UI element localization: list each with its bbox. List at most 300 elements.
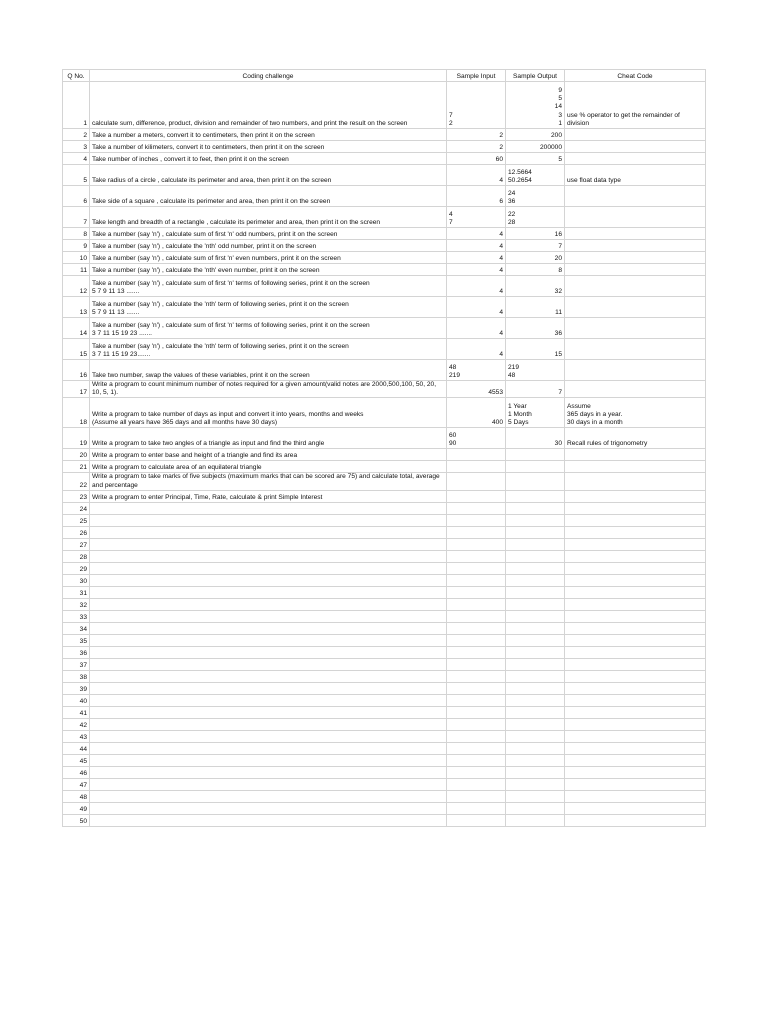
table-row: [63, 165, 706, 186]
table-row: [63, 360, 706, 381]
cheat-code-cell: [565, 207, 706, 228]
sample-output-cell: [506, 598, 565, 610]
qno-cell: 24: [63, 502, 90, 514]
sample-output-cell: 5: [506, 153, 565, 165]
sample-output-cell: 16: [506, 228, 565, 240]
sample-output-cell: 32: [506, 276, 565, 297]
challenge-cell: Take length and breadth of a rectangle , calculate its perimeter and area, then print it on the screen: [90, 207, 447, 228]
table-row: [63, 754, 706, 766]
qno-cell: 6: [63, 186, 90, 207]
sample-output-cell: [506, 730, 565, 742]
table-row: [63, 790, 706, 802]
table-row: [63, 252, 706, 264]
qno-cell: 19: [63, 428, 90, 449]
sample-output-cell: [506, 802, 565, 814]
challenge-cell: calculate sum, difference, product, division and remainder of two numbers, and print the result on the screen: [90, 82, 447, 129]
qno-cell: 3: [63, 141, 90, 153]
sample-output-cell: 8: [506, 264, 565, 276]
table-row: [63, 240, 706, 252]
sample-output-cell: 9 5 14 3 1: [506, 82, 565, 129]
cheat-code-cell: [565, 742, 706, 754]
sample-output-cell: 1 Year 1 Month 5 Days: [506, 398, 565, 428]
sample-output-cell: 200000: [506, 141, 565, 153]
sample-input-cell: [447, 550, 506, 562]
cheat-code-cell: [565, 694, 706, 706]
cheat-code-cell: [565, 228, 706, 240]
cheat-code-cell: [565, 574, 706, 586]
table-row: [63, 186, 706, 207]
header-challenge: Coding challenge: [90, 70, 447, 82]
sample-input-cell: [447, 682, 506, 694]
table-row: [63, 502, 706, 514]
sample-output-cell: [506, 550, 565, 562]
cheat-code-cell: [565, 586, 706, 598]
table-row: [63, 730, 706, 742]
qno-cell: 1: [63, 82, 90, 129]
table-row: [63, 297, 706, 318]
challenge-cell: [90, 622, 447, 634]
challenge-cell: Write a program to enter Principal, Time, Rate, calculate & print Simple Interest: [90, 490, 447, 502]
table-row: [63, 153, 706, 165]
qno-cell: 7: [63, 207, 90, 228]
sample-input-cell: 4: [447, 228, 506, 240]
sample-input-cell: [447, 562, 506, 574]
challenge-cell: [90, 778, 447, 790]
table-row: [63, 622, 706, 634]
qno-cell: 40: [63, 694, 90, 706]
cheat-code-cell: [565, 297, 706, 318]
sample-input-cell: [447, 790, 506, 802]
table-row: [63, 276, 706, 297]
qno-cell: 15: [63, 339, 90, 360]
sample-output-cell: 15: [506, 339, 565, 360]
sample-input-cell: [447, 538, 506, 550]
qno-cell: 28: [63, 550, 90, 562]
sample-output-cell: [506, 694, 565, 706]
table-row: [63, 207, 706, 228]
cheat-code-cell: [565, 461, 706, 473]
challenge-cell: [90, 754, 447, 766]
sample-output-cell: [506, 646, 565, 658]
sample-output-cell: [506, 490, 565, 502]
sample-output-cell: 24 36: [506, 186, 565, 207]
table-row: [63, 562, 706, 574]
sample-output-cell: [506, 502, 565, 514]
sample-input-cell: [447, 694, 506, 706]
table-row: [63, 682, 706, 694]
sample-input-cell: [447, 449, 506, 461]
qno-cell: 33: [63, 610, 90, 622]
sample-input-cell: 4 7: [447, 207, 506, 228]
cheat-code-cell: [565, 670, 706, 682]
table-row: [63, 514, 706, 526]
sample-input-cell: 7 2: [447, 82, 506, 129]
challenge-cell: Take a number (say 'n') , calculate sum of first 'n' terms of following series, print it on the screen 3 7 11 15 19 23 .......: [90, 318, 447, 339]
table-row: [63, 381, 706, 398]
challenge-cell: [90, 706, 447, 718]
sample-output-cell: [506, 461, 565, 473]
cheat-code-cell: [565, 502, 706, 514]
sample-output-cell: [506, 449, 565, 461]
sample-input-cell: [447, 802, 506, 814]
cheat-code-cell: [565, 778, 706, 790]
challenge-cell: [90, 730, 447, 742]
qno-cell: 30: [63, 574, 90, 586]
challenge-cell: Take a number a meters, convert it to centimeters, then print it on the screen: [90, 129, 447, 141]
qno-cell: 44: [63, 742, 90, 754]
cheat-code-cell: [565, 360, 706, 381]
challenge-cell: [90, 586, 447, 598]
challenge-cell: [90, 658, 447, 670]
table-row: [63, 473, 706, 490]
cheat-code-cell: [565, 449, 706, 461]
sample-output-cell: 200: [506, 129, 565, 141]
sample-output-cell: [506, 766, 565, 778]
qno-cell: 38: [63, 670, 90, 682]
challenge-cell: [90, 790, 447, 802]
qno-cell: 39: [63, 682, 90, 694]
cheat-code-cell: [565, 186, 706, 207]
table-row: [63, 802, 706, 814]
sample-input-cell: [447, 742, 506, 754]
challenge-cell: Write a program to calculate area of an equilateral triangle: [90, 461, 447, 473]
challenge-cell: [90, 682, 447, 694]
sample-output-cell: [506, 562, 565, 574]
qno-cell: 12: [63, 276, 90, 297]
challenge-cell: Write a program to take number of days as input and convert it into years, months and weeks (Assume all years have 365 days and all months have 30 days): [90, 398, 447, 428]
cheat-code-cell: [565, 153, 706, 165]
cheat-code-cell: [565, 141, 706, 153]
qno-cell: 14: [63, 318, 90, 339]
cheat-code-cell: [565, 766, 706, 778]
sample-input-cell: 2: [447, 129, 506, 141]
cheat-code-cell: use float data type: [565, 165, 706, 186]
table-row: [63, 264, 706, 276]
sample-input-cell: 48 219: [447, 360, 506, 381]
cheat-code-cell: use % operator to get the remainder of division: [565, 82, 706, 129]
sample-output-cell: [506, 610, 565, 622]
sample-input-cell: [447, 814, 506, 826]
sample-output-cell: [506, 682, 565, 694]
sample-output-cell: [506, 742, 565, 754]
sample-input-cell: 4: [447, 318, 506, 339]
sample-output-cell: [506, 814, 565, 826]
qno-cell: 20: [63, 449, 90, 461]
sample-output-cell: 12.5664 50.2654: [506, 165, 565, 186]
sample-input-cell: 400: [447, 398, 506, 428]
qno-cell: 35: [63, 634, 90, 646]
challenge-cell: [90, 694, 447, 706]
qno-cell: 23: [63, 490, 90, 502]
qno-cell: 25: [63, 514, 90, 526]
challenge-cell: Take radius of a circle , calculate its perimeter and area, then print it on the screen: [90, 165, 447, 186]
header-sample-input: Sample Input: [447, 70, 506, 82]
sample-input-cell: [447, 634, 506, 646]
sample-input-cell: [447, 646, 506, 658]
qno-cell: 34: [63, 622, 90, 634]
sample-input-cell: 4553: [447, 381, 506, 398]
challenge-cell: [90, 718, 447, 730]
sample-output-cell: [506, 538, 565, 550]
challenge-cell: [90, 766, 447, 778]
qno-cell: 49: [63, 802, 90, 814]
qno-cell: 5: [63, 165, 90, 186]
sample-input-cell: [447, 574, 506, 586]
table-row: [63, 694, 706, 706]
sample-input-cell: [447, 514, 506, 526]
cheat-code-cell: [565, 264, 706, 276]
sample-output-cell: 22 28: [506, 207, 565, 228]
qno-cell: 37: [63, 658, 90, 670]
challenge-cell: Write a program to take marks of five subjects (maximum marks that can be scored are 75) and calculate total, average and percentage: [90, 473, 447, 490]
challenge-cell: [90, 646, 447, 658]
sample-input-cell: [447, 670, 506, 682]
qno-cell: 2: [63, 129, 90, 141]
sample-output-cell: 219 48: [506, 360, 565, 381]
qno-cell: 9: [63, 240, 90, 252]
sample-output-cell: [506, 634, 565, 646]
table-row: [63, 610, 706, 622]
challenge-cell: [90, 610, 447, 622]
sample-output-cell: [506, 622, 565, 634]
challenge-cell: Take two number, swap the values of these variables, print it on the screen: [90, 360, 447, 381]
sample-input-cell: 4: [447, 339, 506, 360]
challenge-cell: Take a number (say 'n') , calculate the 'nth' odd number, print it on the screen: [90, 240, 447, 252]
challenge-cell: [90, 634, 447, 646]
challenge-cell: [90, 550, 447, 562]
sample-input-cell: [447, 730, 506, 742]
challenge-cell: [90, 814, 447, 826]
table-row: [63, 318, 706, 339]
cheat-code-cell: [565, 318, 706, 339]
challenge-cell: Write a program to enter base and height of a triangle and find its area: [90, 449, 447, 461]
sample-input-cell: [447, 490, 506, 502]
sample-input-cell: 4: [447, 264, 506, 276]
qno-cell: 47: [63, 778, 90, 790]
table-row: [63, 526, 706, 538]
sample-output-cell: [506, 514, 565, 526]
table-row: [63, 814, 706, 826]
challenge-cell: [90, 502, 447, 514]
table-row: [63, 428, 706, 449]
sample-input-cell: [447, 754, 506, 766]
qno-cell: 17: [63, 381, 90, 398]
table-row: [63, 634, 706, 646]
challenge-cell: [90, 742, 447, 754]
challenge-cell: [90, 802, 447, 814]
sample-output-cell: [506, 526, 565, 538]
table-row: [63, 550, 706, 562]
challenge-cell: [90, 574, 447, 586]
sample-output-cell: 36: [506, 318, 565, 339]
sample-output-cell: [506, 754, 565, 766]
table-row: [63, 598, 706, 610]
table-row: [63, 82, 706, 129]
qno-cell: 45: [63, 754, 90, 766]
cheat-code-cell: [565, 598, 706, 610]
table-row: [63, 228, 706, 240]
table-row: [63, 339, 706, 360]
qno-cell: 10: [63, 252, 90, 264]
challenge-cell: Take a number of kilimeters, convert it to centimeters, then print it on the screen: [90, 141, 447, 153]
table-row: [63, 574, 706, 586]
cheat-code-cell: [565, 276, 706, 297]
sample-input-cell: 4: [447, 252, 506, 264]
cheat-code-cell: [565, 718, 706, 730]
qno-cell: 21: [63, 461, 90, 473]
table-row: [63, 490, 706, 502]
challenge-cell: [90, 538, 447, 550]
sample-input-cell: [447, 586, 506, 598]
cheat-code-cell: [565, 538, 706, 550]
header-row: [63, 70, 706, 82]
qno-cell: 41: [63, 706, 90, 718]
table-row: [63, 461, 706, 473]
qno-cell: 32: [63, 598, 90, 610]
qno-cell: 36: [63, 646, 90, 658]
cheat-code-cell: [565, 646, 706, 658]
sample-output-cell: [506, 586, 565, 598]
sample-input-cell: [447, 598, 506, 610]
challenge-cell: [90, 598, 447, 610]
sample-input-cell: [447, 658, 506, 670]
table-row: [63, 586, 706, 598]
table-row: [63, 646, 706, 658]
cheat-code-cell: [565, 514, 706, 526]
cheat-code-cell: [565, 610, 706, 622]
cheat-code-cell: [565, 802, 706, 814]
cheat-code-cell: [565, 252, 706, 264]
table-row: [63, 129, 706, 141]
cheat-code-cell: [565, 634, 706, 646]
cheat-code-cell: [565, 622, 706, 634]
challenge-cell: [90, 526, 447, 538]
sample-output-cell: 11: [506, 297, 565, 318]
cheat-code-cell: [565, 240, 706, 252]
challenge-cell: [90, 670, 447, 682]
table-row: [63, 658, 706, 670]
table-row: [63, 398, 706, 428]
sample-output-cell: [506, 473, 565, 490]
table-row: [63, 538, 706, 550]
sample-output-cell: 30: [506, 428, 565, 449]
challenge-rows: [63, 82, 706, 827]
sample-output-cell: [506, 574, 565, 586]
qno-cell: 4: [63, 153, 90, 165]
sample-output-cell: 20: [506, 252, 565, 264]
sample-input-cell: 60 90: [447, 428, 506, 449]
sample-input-cell: 4: [447, 297, 506, 318]
sample-output-cell: [506, 706, 565, 718]
challenge-cell: Take a number (say 'n') , calculate the 'nth' term of following series, print it on the screen 3 7 11 15 19 23.......: [90, 339, 447, 360]
cheat-code-cell: [565, 490, 706, 502]
cheat-code-cell: [565, 682, 706, 694]
challenge-sheet: [62, 69, 706, 827]
challenge-cell: Take a number (say 'n') , calculate the 'nth' term of following series, print it on the screen 5 7 9 11 13 .......: [90, 297, 447, 318]
cheat-code-cell: [565, 526, 706, 538]
challenge-cell: Take number of inches , convert it to feet, then print it on the screen: [90, 153, 447, 165]
qno-cell: 22: [63, 473, 90, 490]
sample-input-cell: [447, 502, 506, 514]
cheat-code-cell: [565, 730, 706, 742]
challenge-cell: Write a program to count minimum number of notes required for a given amount(valid notes are 2000,500,100, 50, 20, 10, 5, 1).: [90, 381, 447, 398]
sample-input-cell: [447, 778, 506, 790]
challenge-cell: Take a number (say 'n') , calculate sum of first 'n' even numbers, print it on the screen: [90, 252, 447, 264]
sample-output-cell: [506, 790, 565, 802]
sample-input-cell: [447, 461, 506, 473]
qno-cell: 8: [63, 228, 90, 240]
cheat-code-cell: [565, 562, 706, 574]
sample-output-cell: [506, 718, 565, 730]
challenge-cell: [90, 562, 447, 574]
challenge-cell: Take a number (say 'n') , calculate sum of first 'n' odd numbers, print it on the screen: [90, 228, 447, 240]
qno-cell: 50: [63, 814, 90, 826]
cheat-code-cell: [565, 129, 706, 141]
sample-input-cell: 4: [447, 165, 506, 186]
sample-output-cell: [506, 670, 565, 682]
qno-cell: 46: [63, 766, 90, 778]
sample-input-cell: 4: [447, 276, 506, 297]
cheat-code-cell: Recall rules of trigonometry: [565, 428, 706, 449]
challenge-cell: Take side of a square , calculate its perimeter and area, then print it on the screen: [90, 186, 447, 207]
sample-input-cell: 6: [447, 186, 506, 207]
qno-cell: 13: [63, 297, 90, 318]
qno-cell: 31: [63, 586, 90, 598]
table-row: [63, 778, 706, 790]
challenge-cell: Take a number (say 'n') , calculate the 'nth' even number, print it on the screen: [90, 264, 447, 276]
table-row: [63, 449, 706, 461]
qno-cell: 18: [63, 398, 90, 428]
cheat-code-cell: [565, 790, 706, 802]
table-row: [63, 718, 706, 730]
qno-cell: 11: [63, 264, 90, 276]
sample-output-cell: [506, 658, 565, 670]
cheat-code-cell: [565, 706, 706, 718]
sample-input-cell: [447, 766, 506, 778]
sample-input-cell: [447, 622, 506, 634]
sample-input-cell: [447, 526, 506, 538]
qno-cell: 42: [63, 718, 90, 730]
sample-input-cell: 2: [447, 141, 506, 153]
header-qno: Q No.: [63, 70, 90, 82]
cheat-code-cell: [565, 381, 706, 398]
table-row: [63, 742, 706, 754]
qno-cell: 48: [63, 790, 90, 802]
table-row: [63, 766, 706, 778]
sample-output-cell: 7: [506, 240, 565, 252]
qno-cell: 29: [63, 562, 90, 574]
sample-input-cell: [447, 718, 506, 730]
challenge-cell: Take a number (say 'n') , calculate sum of first 'n' terms of following series, print it on the screen 5 7 9 11 13 .......: [90, 276, 447, 297]
qno-cell: 16: [63, 360, 90, 381]
table-row: [63, 141, 706, 153]
cheat-code-cell: [565, 339, 706, 360]
cheat-code-cell: [565, 550, 706, 562]
table-row: [63, 706, 706, 718]
cheat-code-cell: [565, 814, 706, 826]
cheat-code-cell: [565, 754, 706, 766]
sample-input-cell: [447, 706, 506, 718]
cheat-code-cell: Assume 365 days in a year. 30 days in a month: [565, 398, 706, 428]
sample-output-cell: 7: [506, 381, 565, 398]
sample-input-cell: 60: [447, 153, 506, 165]
challenge-cell: [90, 514, 447, 526]
sample-input-cell: [447, 473, 506, 490]
sample-output-cell: [506, 778, 565, 790]
challenge-cell: Write a program to take two angles of a triangle as input and find the third angle: [90, 428, 447, 449]
qno-cell: 27: [63, 538, 90, 550]
qno-cell: 43: [63, 730, 90, 742]
